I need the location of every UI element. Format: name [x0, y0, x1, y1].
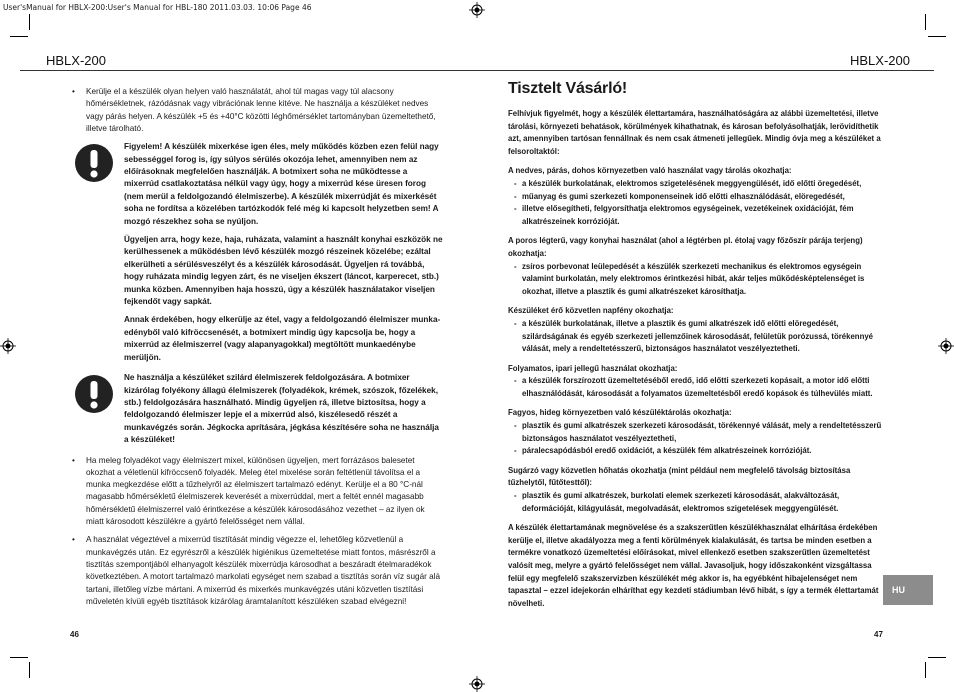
crop-mark [29, 662, 30, 678]
warning-paragraph: Annak érdekében, hogy elkerülje az étel, vagy a feldolgozandó élelmiszer munka-edényből való kifröccsenését, a botmixert mindig úgy kapcsolja be, hogy a mixerrúd az élelmiszerrel (vagy alapanyagokkal) megtöltött munkaedénybe merüljön. [124, 315, 441, 362]
crop-mark [925, 662, 926, 678]
warning-paragraph: Figyelem! A készülék mixerkése igen éles, mely működés közben ezen felül nagy sebességgel forog is, így súlyos sérülés okozója lehet, amennyiben nem az előírásoknak megfelelően használják. A botmixert soha ne működtesse a mixerrúd csatlakoztatása nélkül vagy úgy, hogy a mixerrúd kése üresen forog (nem merül a feldolgozandó élelmiszerbe). A készülék mixerrúdját és mixerkését soha ne fordítsa a közelében tartózkodók felé még ki kapcsolt helyzetben sem! A mozgó részekhez soha se nyúljon. [124, 142, 439, 226]
registration-mark-icon [469, 2, 485, 18]
page-title: Tisztelt Vásárló! [508, 80, 628, 97]
section-heading: Készüléket érő közvetlen napfény okozhatja: [508, 306, 674, 316]
crop-mark [925, 14, 926, 30]
list-item: - műanyag és gumi szerkezeti komponenseinek idő előtti elhasználódását, elöregedését, [508, 191, 886, 204]
list-item: - illetve elősegítheti, felgyorsíthatja elektromos egységeinek, vezetékeinek oxidációját, fém alkatrészeinek korrózióját. [508, 203, 886, 228]
section-list [508, 490, 886, 515]
list-item: - páralecsapódásból eredő oxidációt, a készülék fém alkatrészeinek korrózióját. [508, 445, 886, 458]
registration-mark-icon [469, 676, 485, 692]
warning-exclamation-icon [74, 143, 114, 183]
warning-block [72, 141, 444, 364]
list-item: - a készülék burkolatának, elektromos szigetelésének meggyengülését, idő előtti öregedését, [508, 178, 886, 191]
left-page-body [72, 86, 444, 614]
warning-paragraph: Ügyeljen arra, hogy keze, haja, ruházata, valamint a használt konyhai eszközök ne kerülhessenek a működésben lévő készülék mozgó részeinek közelébe; ezáltal elkerülheti a sérülésveszélyt és a készülék károsodását. Ügyeljen rá továbbá, hogy ruházata mindig legyen zárt, és ne viseljen ékszert (láncot, karperecet, stb.) munka közben. Amennyiben haja hosszú, úgy a készülék használatakor viseljen fejkendőt vagy sapkát. [124, 235, 443, 307]
section-heading: Sugárzó vagy közvetlen hőhatás okozhatja (mint például nem megfelelő távolság biztosítása tűzhelytől, fűtőtesttől): [508, 465, 851, 488]
language-tab: HU [883, 575, 933, 605]
section-list [508, 420, 886, 458]
bullet-item: • A használat végeztével a mixerrúd tisztítását mindig végezze el, lehetőleg közvetlenül a munkavégzés után. Ez egyrészről a készülék higiénikus üzemeltetése miatt fontos, másrészről a tisztítás szempontjából elhanyagolt készülék mixerrúdja károsodhat a beszáradt ételmaradékok következtében. A motort tartalmazó markolati egységet nem szabad a tisztítás során víz sugár alá tartani, illetőleg vízbe mártani. A mixerrúd és mixerkés munkavégzés utáni közvetlen tisztítási műveletén kívüli egyéb tisztítások kizárólag áramtalanított készüléken szabad elvégezni! [72, 534, 444, 608]
closing-paragraph: A készülék élettartamának megnövelése és a szakszerűtlen készülékhasználat elhárítása érdekében kerülje el, illetve akadályozza meg a fenti körülmények kialakulását, és tartsa be minden esetben a termékre vonatkozó üzemeltetési előírásokat, mivel ellenkező esetben szakszerűtlen üzemeltetést valósít meg, melyre a gyártó felelősséget nem vállal. Javasoljuk, hogy időszakonként vizsgáltassa felül egy megfelelő szakszervizben készülékét még akkor is, ha egyébként hibajelenséget nem tapasztal – ezzel idejekorán elháríthat egy kezdeti stádiumban lévő hibát, s így a termék élettartamát növelheti. [508, 523, 879, 608]
warning-paragraph: Ne használja a készüléket szilárd élelmiszerek feldolgozására. A botmixer kizárólag folyékony állagú élelmiszerek (folyadékok, krémek, szószok, főzelékek, stb.) feldolgozására használható. Mindig ügyeljen rá, illetve biztosítsa, hogy a feldolgozandó élelmiszer lepje el a mixerrúd alsó, kiszélesedő részét a munkavégzés során. Jégkocka aprítására, jégkása készítésére soha ne használja a készüléket! [124, 373, 439, 445]
list-item: - plasztik és gumi alkatrészek szerkezeti károsodását, törékennyé válását, mely a rendeltetésszerű biztonságos használatot veszélyeztetheti, [508, 420, 886, 445]
warning-exclamation-icon [74, 374, 114, 414]
section-list [508, 178, 886, 228]
list-item: - a készülék burkolatának, illetve a plasztik és gumi alkatrészek idő előtti elöregedését, szilárdságának és egyéb szerkezeti jellemzőinek károsodását, felületük porózussá, törékennyé válását, mely a rendeltetésszerű, biztonságos használatot veszélyeztetheti. [508, 318, 886, 356]
right-page-body [508, 80, 886, 617]
registration-mark-icon [938, 338, 954, 354]
model-name-left: HBLX-200 [46, 53, 106, 68]
section-heading: Fagyos, hideg környezetben való készüléktárolás okozhatja: [508, 408, 732, 418]
intro-paragraph: Felhívjuk figyelmét, hogy a készülék élettartamára, használhatóságára az alábbi üzemeltetési, illetve tárolási, környezeti behatások, körülmények kihathatnak, és károsan befolyásolhatják, lerövidíthetik azt, amennyiben tartósan fennállnak és nem csak átmeneti jellegűek. Mindig óvja meg a készüléket a felsoroltaktól: [508, 109, 881, 156]
crop-mark [928, 36, 946, 37]
crop-mark [928, 657, 946, 658]
section-list [508, 375, 886, 400]
section-list [508, 318, 886, 356]
section-heading: A poros légterű, vagy konyhai használat (ahol a légtérben pl. étolaj vagy főzőszír párája terjeng) okozhatja: [508, 236, 863, 258]
crop-mark [10, 657, 28, 658]
model-name-right: HBLX-200 [850, 53, 910, 68]
list-item: - plasztik és gumi alkatrészek, burkolati elemek szerkezeti károsodását, alakváltozását, deformációját, kilágyulását, megolvadását, elektromos szigetelések meggyengülését. [508, 490, 886, 515]
header-rule-right [478, 70, 934, 71]
section-heading: A nedves, párás, dohos környezetben való használat vagy tárolás okozhatja: [508, 166, 792, 176]
print-header: User'sManual for HBLX-200:User's Manual for HBL-180 2011.03.03. 10:06 Page 46 [3, 3, 312, 12]
header-rule-left [20, 70, 480, 71]
bullet-item: • Ha meleg folyadékot vagy élelmiszert mixel, különösen ügyeljen, mert forrázásos balesetet okozhat a véletlenül kifröccsenő folyadék. Meleg étel mixelése során feltétlenül távolítsa el a munka megkezdése előtt a tűzhelyről az élelmiszert tartalmazó edényt. Kerülje el a 80 °C-nál magasabb hőmérsékletű élelmiszerek keverését a mixerrúddal, mert a feltét ennél magasabb hőmérsékletű élelmiszerrel való érintkezése a készülék károsodásához vezethet – az ilyen ok miatt károsodott készülékre a gyártó felelősséget nem vállal. [72, 455, 444, 529]
list-item: - a készülék forszírozott üzemeltetéséből eredő, idő előtti szerkezeti kopásait, a motor idő előtti elhasználódását, károsodását a folyamatos üzemeltetésből eredő kopások és túlhevülés miatt. [508, 375, 886, 400]
warning-block [72, 372, 444, 446]
page-number-right: 47 [874, 630, 883, 639]
page-number-left: 46 [70, 630, 79, 639]
crop-mark [29, 14, 30, 30]
list-item: - zsíros porbevonat leülepedését a készülék szerkezeti mechanikus és elektromos egységein valamint burkolatán, mely elektromos érintkezési hibát, akár teljes működésképtelenséget is okozhat, illetve a plasztik és gumi alkatrészeket károsíthatja. [508, 261, 886, 299]
section-heading: Folyamatos, ipari jellegű használat okozhatja: [508, 363, 678, 373]
crop-mark [10, 36, 28, 37]
bullet-item: • Kerülje el a készülék olyan helyen való használatát, ahol túl magas vagy túl alacsony hőmérsékletnek, rázódásnak vagy vibrációnak lenne kitéve. Ne használja a készüléket nedves vagy párás helyen. A készülék +5 és +40°C közötti léghőmérséklet tartományban üzemeltethető, illetve tárolható. [72, 86, 444, 135]
section-list [508, 261, 886, 299]
registration-mark-icon [0, 338, 16, 354]
